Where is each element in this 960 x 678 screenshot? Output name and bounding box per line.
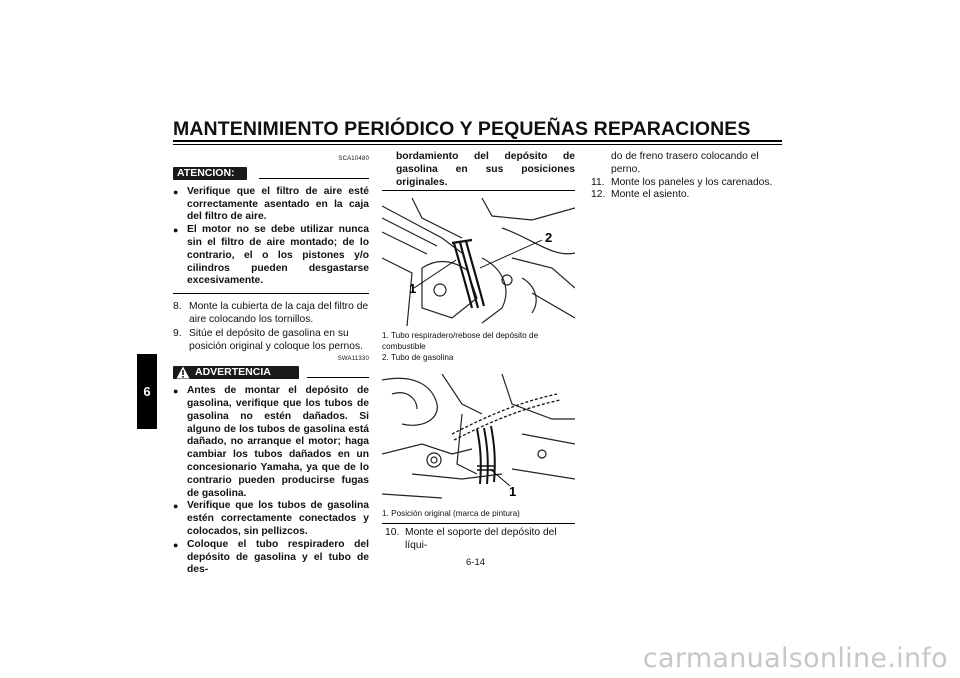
figure1-captions: [382, 331, 575, 364]
warning-item: ● Antes de montar el depósito de gasolina, verifique que los tubos de gasolina no estén dañados. Si alguno de los tubos de gasolina está dañado, no arranque el motor; haga cambiar los tubos dañados en un concesionario Yamaha, ya que de lo contrario pueden producirse fugas de gasolina.: [173, 385, 369, 500]
chapter-tab: 6: [137, 354, 157, 429]
warning-rule: [307, 377, 369, 378]
figure2-captions: [382, 509, 575, 520]
caution-label: ATENCION:: [173, 167, 247, 180]
warning-item: ● Verifique que los tubos de gasolina estén correctamente conectados y colocados, sin pellizcos.: [173, 500, 369, 538]
warning-continuation: bordamiento del depósito de gasolina en sus posiciones originales.: [396, 151, 575, 188]
watermark: carmanualsonline.info: [642, 643, 948, 674]
figure-label: 2: [545, 230, 553, 245]
warning-item: ● Coloque el tubo respiradero del depósito de gasolina y el tubo de des-: [173, 539, 369, 577]
step-item: 11. Monte los paneles y los carenados.: [591, 176, 773, 188]
step-item: 12. Monte el asiento.: [591, 189, 690, 201]
page-number: 6-14: [466, 557, 486, 568]
page-title: MANTENIMIENTO PERIÓDICO Y PEQUEÑAS REPARACIONES: [173, 118, 751, 140]
caption-item: 2. Tubo de gasolina: [382, 353, 454, 362]
left-column: [173, 153, 369, 577]
warning-end-rule: [382, 190, 575, 191]
title-rule-thin: [173, 144, 782, 145]
caution-item: ● El motor no se debe utilizar nunca sin el filtro de aire montado; de lo contrario, el o los pistones y/o cilindros pueden desgastarse excesivamente.: [173, 224, 369, 288]
warning-triangle-icon: [176, 366, 190, 379]
caution-end-rule: [173, 293, 369, 294]
caution-code: SCA10480: [338, 156, 369, 162]
title-rule: [173, 140, 782, 142]
figure-label: 1: [509, 484, 517, 499]
caption-rule: [382, 523, 575, 524]
right-column: [591, 151, 784, 202]
step-continuation: do de freno trasero colocando el perno.: [611, 151, 759, 175]
step-item: 10. Monte el soporte del depósito del líqui-: [385, 527, 557, 551]
caution-rule: [259, 178, 369, 179]
warning-code: SWA11330: [337, 356, 369, 363]
figure-fuel-hoses: [382, 198, 575, 326]
step-item: 8. Monte la cubierta de la caja del filtro de aire colocando los tornillos.: [173, 301, 369, 325]
step-item: 9. Sitúe el depósito de gasolina en su posición original y coloque los pernos.: [173, 327, 364, 352]
warning-label: ADVERTENCIA: [173, 366, 299, 379]
caution-item: ● Verifique que el filtro de aire esté correctamente asentado en la caja del filtro de aire.: [173, 186, 369, 224]
figure-paint-mark: [382, 374, 575, 502]
caption-item: 1. Posición original (marca de pintura): [382, 509, 520, 518]
figure-label: 1: [409, 281, 417, 296]
caption-item: 1. Tubo respiradero/rebose del depósito de combustible: [382, 331, 539, 351]
